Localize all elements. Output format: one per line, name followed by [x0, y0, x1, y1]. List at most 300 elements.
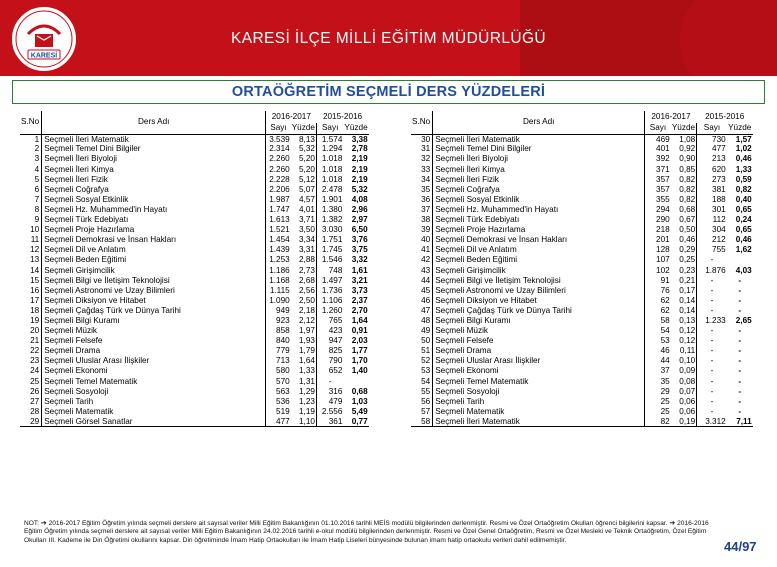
course-name: Seçmeli Bilgi Kuramı: [433, 316, 645, 326]
percent-2015-2016: 0,65: [735, 204, 752, 214]
percent-2016-2017: 1,33: [298, 366, 315, 376]
logo-text: KARESİ: [30, 52, 58, 60]
course-name: Seçmeli Felsefe: [433, 336, 645, 346]
count-2015-2016: 316: [316, 386, 343, 396]
col-header-name: Ders Adı: [433, 111, 645, 134]
row-number: 28: [30, 406, 40, 416]
count-2015-2016: 361: [316, 417, 343, 427]
count-2016-2017: 536: [266, 397, 291, 407]
course-name: Seçmeli Tarih: [42, 397, 266, 407]
count-2016-2017: 54: [645, 326, 671, 336]
course-name: Seçmeli Türk Edebiyatı: [433, 215, 645, 225]
percent-2015-2016: -: [738, 396, 742, 406]
header-banner: [0, 0, 777, 76]
course-name: Seçmeli Uluslar Arası İlişkiler: [42, 356, 266, 366]
percent-2016-2017: 2,50: [298, 295, 315, 305]
course-name: Seçmeli Girişimcilik: [42, 265, 266, 275]
course-name: Seçmeli Matematik: [433, 407, 645, 417]
percent-2015-2016: 1,70: [351, 356, 368, 366]
count-2016-2017: 1.115: [266, 286, 291, 296]
count-2015-2016: 2.556: [316, 407, 343, 417]
percent-2016-2017: 0,19: [671, 417, 697, 427]
course-name: Seçmeli Tarih: [433, 397, 645, 407]
percent-2015-2016: 1,57: [735, 134, 752, 144]
course-name: Seçmeli Temel Matematik: [433, 376, 645, 386]
percent-2015-2016: 0,46: [735, 154, 752, 164]
right-table-body: [411, 134, 753, 427]
table-row: [411, 185, 753, 195]
course-name: Seçmeli Sosyoloji: [42, 386, 266, 396]
percent-2015-2016: 1,03: [351, 396, 368, 406]
course-name: Seçmeli Sosyal Etkinlik: [433, 195, 645, 205]
count-2015-2016: 304: [697, 225, 727, 235]
percent-2015-2016: -: [738, 326, 742, 336]
percent-2016-2017: 1,08: [679, 134, 696, 144]
count-2015-2016: 755: [697, 245, 727, 255]
count-2015-2016: 1.751: [316, 235, 343, 245]
row-number: 52: [421, 356, 431, 366]
course-name: Seçmeli Temel Dini Bilgiler: [433, 144, 645, 154]
percent-2015-2016: 0,77: [343, 417, 368, 427]
course-name: Seçmeli İleri Matematik: [433, 134, 645, 144]
count-2015-2016: -: [697, 326, 727, 336]
table-row: [411, 397, 753, 407]
count-2015-2016: 1.018: [316, 154, 343, 164]
table-row: [20, 326, 369, 336]
count-2015-2016: 212: [697, 235, 727, 245]
percent-2015-2016: -: [738, 406, 742, 416]
percent-2015-2016: -: [738, 295, 742, 305]
percent-2015-2016: 1,40: [351, 366, 368, 376]
count-2015-2016: 1.260: [316, 306, 343, 316]
percent-2016-2017: 5,20: [298, 164, 315, 174]
left-table: [20, 111, 369, 427]
row-number: 49: [421, 326, 431, 336]
percent-2016-2017: 0,90: [679, 154, 696, 164]
count-2015-2016: 1.901: [316, 195, 343, 205]
course-name: Seçmeli Felsefe: [42, 336, 266, 346]
percent-2015-2016: 1,77: [351, 346, 368, 356]
percent-2016-2017: 5,20: [298, 154, 315, 164]
table-row: [20, 144, 369, 154]
course-name: Seçmeli Ekonomi: [433, 366, 645, 376]
table-row: [20, 306, 369, 316]
table-row: [411, 275, 753, 285]
row-number: 24: [30, 366, 40, 376]
table-row: [20, 336, 369, 346]
table-row: [411, 417, 753, 427]
count-2016-2017: 25: [645, 397, 671, 407]
table-row: [20, 174, 369, 184]
count-2016-2017: 128: [645, 245, 671, 255]
count-2015-2016: 1.294: [316, 144, 343, 154]
table-row: [411, 386, 753, 396]
percent-2015-2016: 0,40: [735, 194, 752, 204]
count-2016-2017: 1.168: [266, 275, 291, 285]
table-row: [20, 134, 369, 144]
count-2015-2016: -: [697, 356, 727, 366]
course-name: Seçmeli İleri Fizik: [42, 174, 266, 184]
percent-2015-2016: [727, 255, 753, 265]
percent-2016-2017: 0,14: [679, 295, 696, 305]
count-2016-2017: 201: [645, 235, 671, 245]
table-row: [20, 225, 369, 235]
percent-2016-2017: 1,29: [298, 386, 315, 396]
row-number: 46: [421, 295, 431, 305]
table-row: [411, 245, 753, 255]
row-number: 2: [34, 144, 40, 154]
table-row: [20, 245, 369, 255]
percent-2015-2016: 3,21: [351, 275, 368, 285]
percent-2015-2016: 5,32: [351, 184, 368, 194]
percent-2015-2016: 2,96: [351, 204, 368, 214]
count-2016-2017: 107: [645, 255, 671, 265]
col-header-name: Ders Adı: [42, 111, 266, 134]
percent-2016-2017: 2,12: [298, 315, 315, 325]
count-2016-2017: 82: [645, 417, 671, 427]
count-2016-2017: 35: [645, 376, 671, 386]
percent-2015-2016: 0,59: [735, 174, 752, 184]
count-2016-2017: 469: [645, 134, 671, 144]
course-name: Seçmeli Hz. Muhammed'in Hayatı: [433, 205, 645, 215]
table-row: [20, 316, 369, 326]
percent-2016-2017: 1,23: [298, 396, 315, 406]
percent-2016-2017: 0,82: [679, 174, 696, 184]
count-2016-2017: 357: [645, 174, 671, 184]
percent-2015-2016: -: [738, 356, 742, 366]
count-2015-2016: 1.497: [316, 275, 343, 285]
course-name: Seçmeli Bilgi Kuramı: [42, 316, 266, 326]
table-row: [20, 346, 369, 356]
course-name: Seçmeli Hz. Muhammed'in Hayatı: [42, 205, 266, 215]
count-2015-2016: -: [316, 376, 343, 386]
count-2015-2016: 1.876: [697, 265, 727, 275]
count-2016-2017: 779: [266, 346, 291, 356]
count-2016-2017: 858: [266, 326, 291, 336]
percent-2015-2016: 2,19: [351, 154, 368, 164]
percent-2016-2017: 1,64: [298, 356, 315, 366]
col-header-no: S.No: [411, 111, 433, 134]
count-2015-2016: -: [697, 255, 727, 265]
count-2015-2016: 620: [697, 164, 727, 174]
page-title: KARESİ İLÇE MİLLİ EĞİTİM MÜDÜRLÜĞÜ: [230, 30, 547, 47]
count-2015-2016: 3.312: [697, 417, 727, 427]
percent-2016-2017: 8,13: [298, 134, 315, 144]
course-name: Seçmeli Dil ve Anlatım: [42, 245, 266, 255]
count-2016-2017: 570: [266, 376, 291, 386]
course-name: Seçmeli Bilgi ve İletişim Teknolojisi: [433, 275, 645, 285]
row-number: 20: [30, 326, 40, 336]
count-2016-2017: 355: [645, 195, 671, 205]
course-name: Seçmeli İleri Biyoloji: [433, 154, 645, 164]
count-2015-2016: 1.574: [316, 134, 343, 144]
course-name: Seçmeli İleri Matematik: [42, 134, 266, 144]
course-name: Seçmeli İleri Kimya: [433, 164, 645, 174]
note-part1: 2016-2017 Eğitim Öğretim yılında seçmeli derslere ait sayısal veriler Milli Eğitim Bakanlığının 01.10.2016 tarihli MEİS modülü bilgilerinden derlenmiştir. Resmi ve Özel Ortaöğretim Okulları öğrenci bilgilerini kapsar.: [48, 520, 668, 527]
row-number: 37: [421, 204, 431, 214]
course-name: Seçmeli Sosyal Etkinlik: [42, 195, 266, 205]
percent-2016-2017: 5,07: [298, 184, 315, 194]
row-number: 44: [421, 275, 431, 285]
table-row: [20, 255, 369, 265]
percent-2016-2017: 0,82: [679, 194, 696, 204]
count-2016-2017: 1.987: [266, 195, 291, 205]
col-header-count: Sayı: [697, 123, 727, 134]
percent-2015-2016: 2,78: [351, 144, 368, 154]
row-number: 48: [421, 315, 431, 325]
course-name: Seçmeli İleri Fizik: [433, 174, 645, 184]
course-name: Seçmeli Çağdaş Türk ve Dünya Tarihi: [42, 306, 266, 316]
course-name: Seçmeli Coğrafya: [433, 185, 645, 195]
percent-2016-2017: 0,85: [679, 164, 696, 174]
header-row-years: [411, 111, 753, 123]
count-2016-2017: 1.747: [266, 205, 291, 215]
table-row: [411, 225, 753, 235]
count-2015-2016: 477: [697, 144, 727, 154]
count-2016-2017: 923: [266, 316, 291, 326]
count-2016-2017: 76: [645, 286, 671, 296]
course-name: Seçmeli Beden Eğitimi: [433, 255, 645, 265]
count-2015-2016: 273: [697, 174, 727, 184]
course-name: Seçmeli Astronomi ve Uzay Bilimleri: [433, 286, 645, 296]
row-number: 26: [30, 386, 40, 396]
count-2015-2016: 1.745: [316, 245, 343, 255]
count-2015-2016: 1.382: [316, 215, 343, 225]
table-row: [411, 326, 753, 336]
count-2015-2016: -: [697, 286, 727, 296]
course-name: Seçmeli İleri Matematik: [433, 417, 645, 427]
percent-2016-2017: 0,50: [679, 225, 696, 235]
percent-2015-2016: 2,19: [351, 164, 368, 174]
percent-2016-2017: 0,29: [679, 245, 696, 255]
percent-2015-2016: 3,73: [351, 285, 368, 295]
count-2016-2017: 1.090: [266, 296, 291, 306]
percent-2015-2016: 1,02: [735, 144, 752, 154]
percent-2015-2016: 1,64: [351, 315, 368, 325]
count-2015-2016: 112: [697, 215, 727, 225]
table-row: [411, 154, 753, 164]
count-2015-2016: -: [697, 346, 727, 356]
percent-2015-2016: -: [738, 336, 742, 346]
col-header-count: Sayı: [316, 123, 343, 134]
table-row: [411, 144, 753, 154]
percent-2016-2017: 5,32: [298, 144, 315, 154]
count-2016-2017: 371: [645, 164, 671, 174]
table-row: [411, 205, 753, 215]
percent-2015-2016: 0,68: [351, 386, 368, 396]
count-2015-2016: -: [697, 386, 727, 396]
count-2015-2016: 947: [316, 336, 343, 346]
percent-2015-2016: -: [738, 346, 742, 356]
row-number: 42: [421, 255, 431, 265]
arrow-right-icon: ➔: [40, 520, 47, 527]
row-number: 56: [421, 396, 431, 406]
col-header-percent: Yüzde: [344, 123, 368, 133]
count-2016-2017: 58: [645, 316, 671, 326]
percent-2016-2017: 0,21: [679, 275, 696, 285]
count-2015-2016: 301: [697, 205, 727, 215]
footnote: [24, 520, 724, 545]
row-number: 1: [34, 134, 40, 144]
percent-2016-2017: 0,17: [679, 285, 696, 295]
row-number: 31: [421, 144, 431, 154]
percent-2015-2016: 0,82: [735, 184, 752, 194]
count-2016-2017: 290: [645, 215, 671, 225]
row-number: 27: [30, 396, 40, 406]
percent-2015-2016: 4,08: [351, 194, 368, 204]
count-2015-2016: 479: [316, 397, 343, 407]
percent-2015-2016: -: [738, 305, 742, 315]
percent-2016-2017: 0,12: [679, 326, 696, 336]
percent-2016-2017: 2,88: [298, 255, 315, 265]
count-2016-2017: 62: [645, 306, 671, 316]
table-row: [411, 255, 753, 265]
table-row: [20, 376, 369, 386]
percent-2015-2016: 0,65: [735, 225, 752, 235]
count-2016-2017: 2.260: [266, 154, 291, 164]
col-header-percent: Yüzde: [671, 123, 696, 133]
count-2016-2017: 1.253: [266, 255, 291, 265]
row-number: 16: [30, 285, 40, 295]
course-name: Seçmeli İleri Kimya: [42, 164, 266, 174]
percent-2016-2017: 0,12: [679, 336, 696, 346]
percent-2015-2016: [343, 376, 368, 386]
percent-2016-2017: 0,13: [679, 315, 696, 325]
percent-2016-2017: 0,23: [679, 265, 696, 275]
row-number: 12: [30, 245, 40, 255]
col-header-percent: Yüzde: [728, 123, 752, 133]
table-row: [411, 215, 753, 225]
count-2015-2016: -: [697, 366, 727, 376]
course-name: Seçmeli Ekonomi: [42, 366, 266, 376]
percent-2016-2017: 1,31: [298, 376, 315, 386]
count-2015-2016: 765: [316, 316, 343, 326]
count-2015-2016: 1.018: [316, 174, 343, 184]
table-row: [411, 286, 753, 296]
count-2016-2017: 519: [266, 407, 291, 417]
col-header-percent: Yüzde: [291, 123, 315, 133]
row-number: 23: [30, 356, 40, 366]
table-row: [20, 164, 369, 174]
percent-2016-2017: 1,10: [291, 417, 317, 427]
percent-2016-2017: 2,18: [298, 305, 315, 315]
percent-2016-2017: 3,71: [298, 215, 315, 225]
count-2015-2016: -: [697, 336, 727, 346]
row-number: 36: [421, 194, 431, 204]
table-row: [20, 366, 369, 376]
count-2016-2017: 37: [645, 366, 671, 376]
table-row: [20, 417, 369, 427]
right-table-wrapper: [411, 111, 753, 427]
course-name: Seçmeli Çağdaş Türk ve Dünya Tarihi: [433, 306, 645, 316]
count-2015-2016: 1.380: [316, 205, 343, 215]
count-2015-2016: -: [697, 397, 727, 407]
col-header-year2: 2015-2016: [322, 112, 363, 122]
subtitle-frame: [12, 80, 765, 104]
percent-2016-2017: 0,07: [679, 386, 696, 396]
table-row: [20, 215, 369, 225]
percent-2015-2016: 2,37: [351, 295, 368, 305]
col-header-no: S.No: [20, 111, 42, 134]
col-header-year1: 2016-2017: [645, 111, 697, 123]
percent-2016-2017: 0,92: [679, 144, 696, 154]
row-number: 32: [421, 154, 431, 164]
percent-2015-2016: -: [738, 366, 742, 376]
course-name: Seçmeli Sosyoloji: [433, 386, 645, 396]
row-number: 6: [34, 184, 40, 194]
course-name: Seçmeli Proje Hazırlama: [433, 225, 645, 235]
header-row-years: [20, 111, 369, 123]
percent-2016-2017: 0,10: [679, 356, 696, 366]
course-name: Seçmeli Temel Dini Bilgiler: [42, 144, 266, 154]
count-2016-2017: 25: [645, 407, 671, 417]
course-name: Seçmeli Coğrafya: [42, 185, 266, 195]
row-number: 5: [34, 174, 40, 184]
table-row: [20, 286, 369, 296]
col-header-count: Sayı: [645, 123, 671, 134]
percent-2016-2017: 4,01: [298, 204, 315, 214]
percent-2015-2016: -: [738, 285, 742, 295]
col-header-year2: 2015-2016: [705, 112, 745, 122]
row-number: 40: [421, 235, 431, 245]
count-2016-2017: 949: [266, 306, 291, 316]
row-number: 43: [421, 265, 431, 275]
report-subtitle: ORTAÖĞRETİM SEÇMELİ DERS YÜZDELERİ: [231, 84, 546, 100]
course-name: Seçmeli Temel Matematik: [42, 376, 266, 386]
course-name: Seçmeli Müzik: [433, 326, 645, 336]
table-row: [411, 134, 753, 144]
table-row: [411, 195, 753, 205]
row-number: 29: [20, 417, 42, 427]
percent-2015-2016: -: [738, 386, 742, 396]
table-row: [411, 366, 753, 376]
table-row: [20, 407, 369, 417]
count-2016-2017: 46: [645, 346, 671, 356]
count-2016-2017: 1.613: [266, 215, 291, 225]
count-2015-2016: -: [697, 306, 727, 316]
table-row: [20, 386, 369, 396]
row-number: 45: [421, 285, 431, 295]
percent-2016-2017: 3,31: [298, 245, 315, 255]
left-table-body: [20, 134, 369, 427]
count-2015-2016: 1.736: [316, 286, 343, 296]
row-number: 14: [30, 265, 40, 275]
right-table: [411, 111, 753, 427]
percent-2016-2017: 1,97: [298, 326, 315, 336]
row-number: 25: [30, 376, 40, 386]
table-row: [20, 356, 369, 366]
table-row: [411, 164, 753, 174]
table-row: [411, 296, 753, 306]
count-2015-2016: 1.233: [697, 316, 727, 326]
percent-2015-2016: 6,50: [351, 225, 368, 235]
percent-2015-2016: 2,70: [351, 305, 368, 315]
percent-2016-2017: 1,79: [298, 346, 315, 356]
row-number: 21: [30, 336, 40, 346]
percent-2016-2017: 1,93: [298, 336, 315, 346]
row-number: 18: [30, 305, 40, 315]
percent-2016-2017: 2,73: [298, 265, 315, 275]
count-2016-2017: 401: [645, 144, 671, 154]
table-row: [411, 316, 753, 326]
row-number: 8: [34, 204, 40, 214]
table-row: [20, 275, 369, 285]
table-row: [20, 205, 369, 215]
course-name: Seçmeli Bilgi ve İletişim Teknolojisi: [42, 275, 266, 285]
course-name: Seçmeli Uluslar Arası İlişkiler: [433, 356, 645, 366]
count-2015-2016: 825: [316, 346, 343, 356]
row-number: 4: [34, 164, 40, 174]
